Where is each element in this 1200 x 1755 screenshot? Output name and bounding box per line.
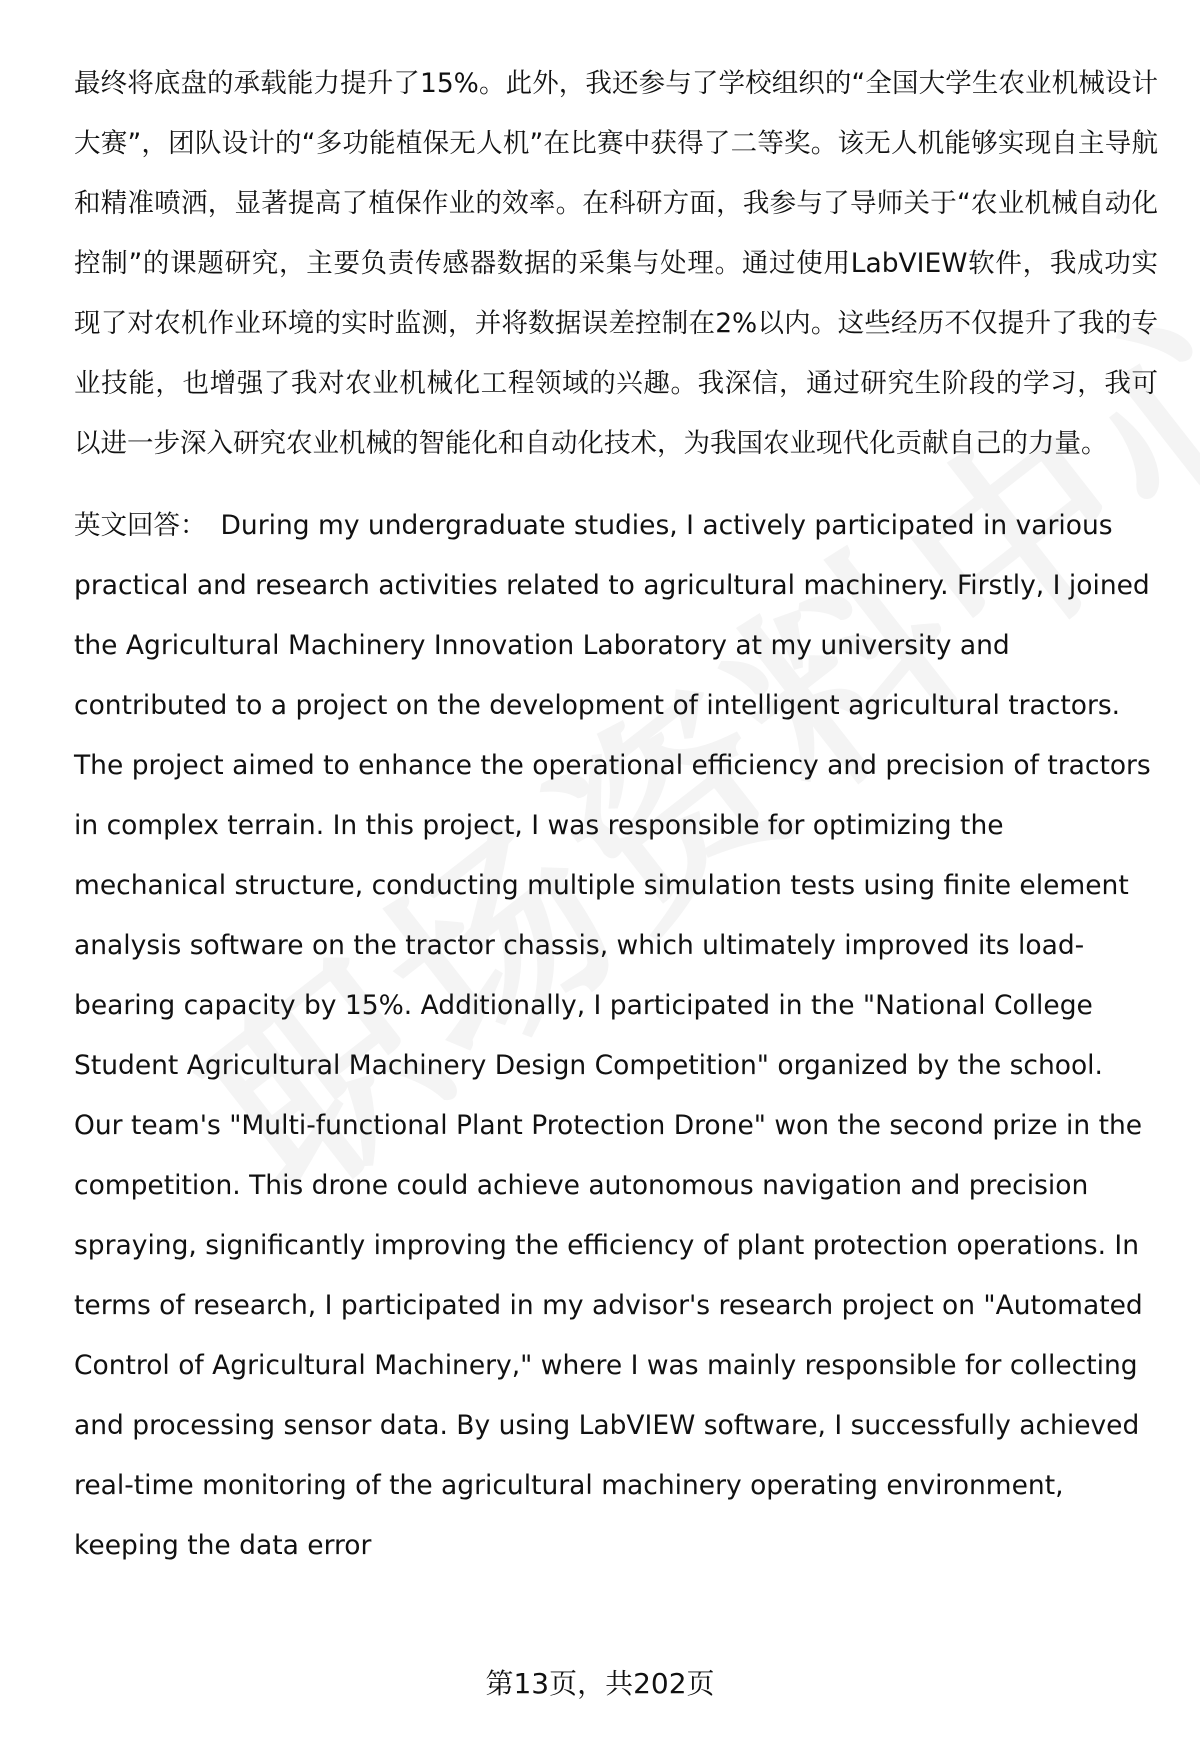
chinese-answer-paragraph: 最终将底盘的承载能力提升了15%。此外，我还参与了学校组织的“全国大学生农业机械设计大赛”，团队设计的“多功能植保无人机”在比赛中获得了二等奖。该无人机能够实现自主导航和精准喷洒，显著提高了植保作业的效率。在科研方面，我参与了导师关于“农业机械自动化控制”的课题研究，主要负责传感器数据的采集与处理。通过使用LabVIEW软件，我成功实现了对农机作业环境的实时监测，并将数据误差控制在2%以内。这些经历不仅提升了我的专业技能，也增强了我对农业机械化工程领域的兴趣。我深信，通过研究生阶段的学习，我可以进一步深入研究农业机械的智能化和自动化技术，为我国农业现代化贡献自己的力量。 [74, 68, 1158, 459]
english-answer-paragraph [74, 496, 1158, 1576]
page-content [74, 54, 1158, 1576]
english-answer-text: During my undergraduate studies, I actively participated in various practical and research activities related to agricultural machinery. Firstly, I joined the Agricultural Machinery Innovation Laboratory at my university and contributed to a project on the development of intelligent agricultural tractors. The project aimed to enhance the operational efficiency and precision of tractors in complex terrain. In this project, I was responsible for optimizing the mechanical structure, conducting multiple simulation tests using finite element analysis software on the tractor chassis, which ultimately improved its load-bearing capacity by 15%. Additionally, I participated in the "National College Student Agricultural Machinery Design Competition" organized by the school. Our team's "Multi-functional Plant Protection Drone" won the second prize in the competition. This drone could achieve autonomous navigation and precision spraying, significantly improving the efficiency of plant protection operations. In terms of research, I participated in my advisor's research project on "Automated Control of Agricultural Machinery," where I was mainly responsible for collecting and processing sensor data. By using LabVIEW software, I successfully achieved real-time monitoring of the agricultural machinery operating environment, keeping the data error [74, 510, 1151, 1561]
page-number-footer: 第13页，共202页 [485, 1667, 715, 1700]
english-answer-label: 英文回答： [74, 510, 207, 541]
